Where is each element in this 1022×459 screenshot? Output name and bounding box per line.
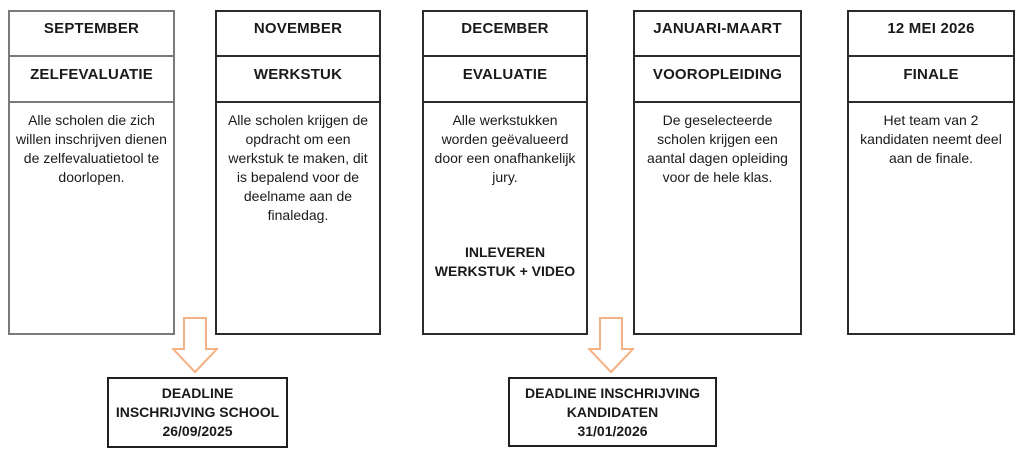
stage-description: Alle scholen krijgen de opdracht om een werkstuk te maken, dit is bepalend voor de deelname aan de finaledag. [227, 112, 369, 223]
down-arrow-icon [588, 317, 634, 374]
stage-description: Het team van 2 kandidaten neemt deel aan de finale. [860, 112, 1002, 166]
stage-description: Alle scholen die zich willen inschrijven dienen de zelfevaluatietool te doorlopen. [16, 112, 167, 185]
deadline-line: KANDIDATEN [566, 403, 659, 420]
deadline-line: DEADLINE INSCHRIJVING [524, 384, 701, 401]
stage-month: NOVEMBER [217, 12, 379, 57]
stage-title: VOOROPLEIDING [635, 57, 800, 103]
deadline-line: DEADLINE [161, 385, 234, 401]
stage-card-zelfevaluatie [8, 10, 175, 335]
deadline-line: INSCHRIJVING SCHOOL [115, 404, 280, 420]
deadline-date: 31/01/2026 [577, 422, 648, 439]
stage-card-evaluatie [422, 10, 588, 335]
deadline-box-kandidaten [508, 377, 717, 447]
stage-note: INLEVEREN WERKSTUK + VIDEO [434, 244, 576, 279]
stage-title: ZELFEVALUATIE [10, 57, 173, 103]
deadline-box-school [107, 377, 288, 448]
stage-month: 12 MEI 2026 [849, 12, 1013, 57]
stage-description: De geselecteerde scholen krijgen een aantal dagen opleiding voor de hele klas. [647, 112, 788, 185]
stage-card-finale [847, 10, 1015, 335]
stage-month: JANUARI-MAART [635, 12, 800, 57]
stage-title: FINALE [849, 57, 1013, 103]
stage-month: SEPTEMBER [10, 12, 173, 57]
down-arrow-icon [172, 317, 218, 374]
deadline-date: 26/09/2025 [162, 423, 233, 439]
stage-title: EVALUATIE [424, 57, 586, 103]
stage-description: Alle werkstukken worden geëvalueerd door een onafhankelijk jury. [434, 112, 576, 185]
stage-month: DECEMBER [424, 12, 586, 57]
stage-title: WERKSTUK [217, 57, 379, 103]
stage-card-vooropleiding [633, 10, 802, 335]
stage-card-werkstuk [215, 10, 381, 335]
